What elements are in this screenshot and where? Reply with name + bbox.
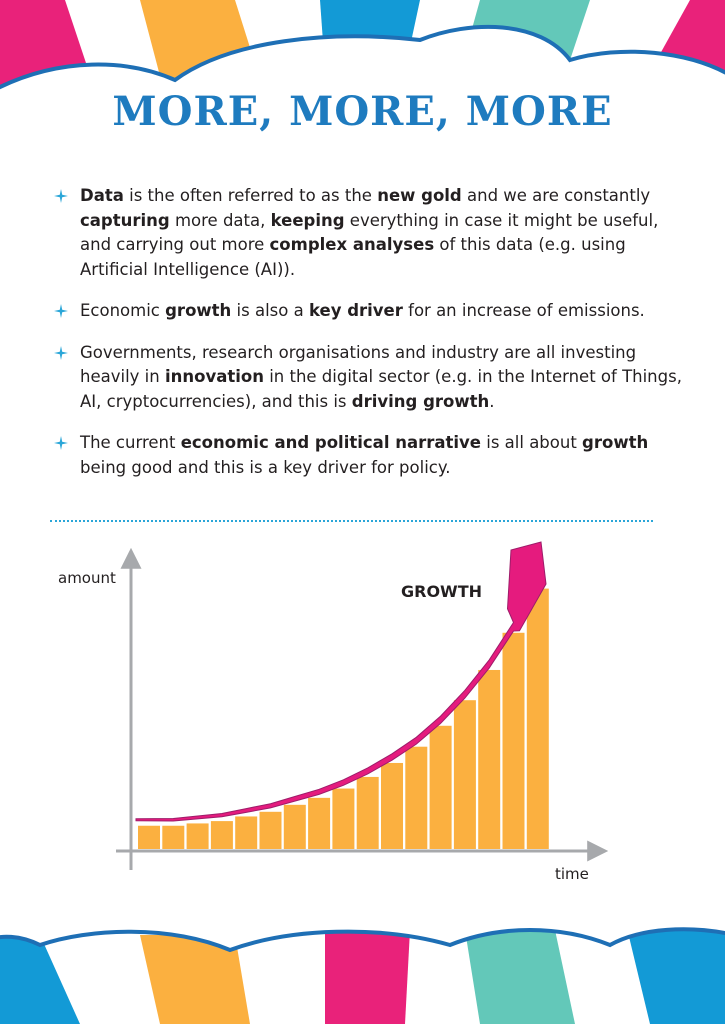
chart-bar (260, 812, 282, 849)
chart-bar (332, 789, 354, 849)
growth-chart (0, 530, 725, 900)
chart-bar (381, 763, 403, 849)
x-axis-label: time (555, 865, 589, 883)
page-title: MORE, MORE, MORE (112, 88, 613, 135)
chart-bar (235, 816, 257, 849)
chart-bar (211, 821, 233, 849)
chart-bar (187, 823, 209, 849)
chart-bar (454, 700, 476, 849)
bullet-text: Economic growth is also a key driver for an increase of emissions. (80, 301, 645, 320)
bullet-text: Data is the often referred to as the new gold and we are constantly capturing more data, keeping everything in case it might be useful, and carrying out more complex analyses of this data (e.g. using Artificial Intelligence (AI)). (80, 186, 659, 279)
bullet-item-innovation (54, 341, 684, 415)
bullet-item-narrative (54, 431, 684, 480)
bullet-text: Governments, research organisations and industry are all investing heavily in innovation in the digital sector (e.g. in the Internet of Things, AI, cryptocurrencies), and this is driving growth. (80, 342, 682, 411)
growth-annotation: GROWTH (401, 582, 483, 601)
chart-bar (527, 589, 549, 849)
y-axis-label: amount (58, 569, 116, 587)
sparkle-bullet-icon (54, 346, 68, 360)
chart-bar (503, 633, 525, 849)
bar-group (138, 589, 549, 849)
bottom-stripe-blue-left (0, 935, 80, 1024)
bullet-text: The current economic and political narrative is all about growth being good and this is a key driver for policy. (80, 433, 649, 477)
bottom-stripe-teal (465, 930, 575, 1024)
bullet-item-data (54, 184, 684, 282)
chart-bar (308, 798, 330, 849)
bottom-stripe-pink (325, 930, 410, 1024)
dotted-divider (50, 520, 653, 522)
bullet-list (54, 184, 684, 480)
sparkle-bullet-icon (54, 436, 68, 450)
sparkle-bullet-icon (54, 189, 68, 203)
chart-bar (430, 726, 452, 849)
chart-bar (478, 670, 500, 849)
sparkle-bullet-icon (54, 304, 68, 318)
chart-bar (284, 805, 306, 849)
chart-bar (357, 777, 379, 849)
bullet-item-economic-growth (54, 299, 684, 324)
chart-bar (162, 826, 184, 849)
chart-bar (138, 826, 160, 849)
chart-bar (405, 747, 427, 849)
